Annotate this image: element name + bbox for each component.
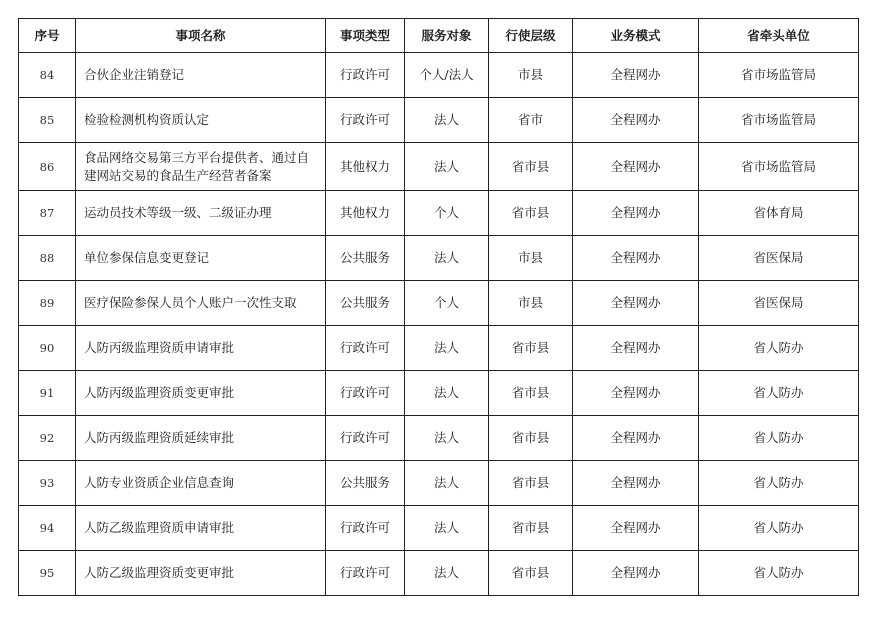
cell-exercise-level: 市县: [489, 236, 573, 281]
cell-serial-number: 91: [19, 371, 76, 416]
cell-lead-unit: 省人防办: [699, 506, 859, 551]
cell-service-target: 法人: [405, 326, 489, 371]
cell-exercise-level: 市县: [489, 53, 573, 98]
header-item-name: 事项名称: [76, 19, 326, 53]
cell-item-type: 行政许可: [326, 326, 405, 371]
cell-business-mode: 全程网办: [573, 191, 699, 236]
table-row: [19, 416, 859, 461]
cell-item-type: 公共服务: [326, 461, 405, 506]
cell-serial-number: 88: [19, 236, 76, 281]
table-row: [19, 506, 859, 551]
cell-serial-number: 95: [19, 551, 76, 596]
cell-item-name: 食品网络交易第三方平台提供者、通过自建网站交易的食品生产经营者备案: [76, 143, 326, 191]
cell-serial-number: 86: [19, 143, 76, 191]
table-row: [19, 551, 859, 596]
cell-item-name: 合伙企业注销登记: [76, 53, 326, 98]
cell-service-target: 法人: [405, 236, 489, 281]
cell-item-name: 人防乙级监理资质变更审批: [76, 551, 326, 596]
header-business-mode: 业务模式: [573, 19, 699, 53]
cell-exercise-level: 省市县: [489, 143, 573, 191]
cell-item-name: 检验检测机构资质认定: [76, 98, 326, 143]
cell-business-mode: 全程网办: [573, 506, 699, 551]
cell-service-target: 法人: [405, 98, 489, 143]
cell-exercise-level: 省市县: [489, 506, 573, 551]
cell-serial-number: 90: [19, 326, 76, 371]
cell-service-target: 法人: [405, 143, 489, 191]
table-header-row: [19, 19, 859, 53]
header-exercise-level: 行使层级: [489, 19, 573, 53]
cell-item-type: 行政许可: [326, 98, 405, 143]
cell-exercise-level: 省市县: [489, 326, 573, 371]
cell-serial-number: 93: [19, 461, 76, 506]
cell-item-type: 行政许可: [326, 506, 405, 551]
cell-item-type: 公共服务: [326, 281, 405, 326]
cell-business-mode: 全程网办: [573, 461, 699, 506]
cell-business-mode: 全程网办: [573, 236, 699, 281]
table-row: [19, 461, 859, 506]
cell-lead-unit: 省医保局: [699, 281, 859, 326]
header-serial-number: 序号: [19, 19, 76, 53]
table-row: [19, 281, 859, 326]
cell-lead-unit: 省人防办: [699, 551, 859, 596]
cell-exercise-level: 省市县: [489, 416, 573, 461]
cell-item-type: 行政许可: [326, 53, 405, 98]
cell-exercise-level: 省市县: [489, 191, 573, 236]
cell-item-name: 医疗保险参保人员个人账户一次性支取: [76, 281, 326, 326]
cell-service-target: 个人: [405, 281, 489, 326]
cell-service-target: 法人: [405, 506, 489, 551]
cell-item-name: 人防专业资质企业信息查询: [76, 461, 326, 506]
cell-item-type: 其他权力: [326, 143, 405, 191]
cell-serial-number: 87: [19, 191, 76, 236]
cell-item-type: 行政许可: [326, 371, 405, 416]
cell-lead-unit: 省人防办: [699, 461, 859, 506]
cell-service-target: 个人: [405, 191, 489, 236]
table-row: [19, 236, 859, 281]
cell-service-target: 法人: [405, 416, 489, 461]
cell-business-mode: 全程网办: [573, 416, 699, 461]
header-service-target: 服务对象: [405, 19, 489, 53]
cell-service-target: 法人: [405, 461, 489, 506]
cell-lead-unit: 省市场监管局: [699, 143, 859, 191]
header-item-type: 事项类型: [326, 19, 405, 53]
cell-business-mode: 全程网办: [573, 53, 699, 98]
cell-exercise-level: 省市县: [489, 551, 573, 596]
cell-business-mode: 全程网办: [573, 326, 699, 371]
cell-lead-unit: 省市场监管局: [699, 98, 859, 143]
cell-service-target: 法人: [405, 551, 489, 596]
table-row: [19, 143, 859, 191]
table-row: [19, 53, 859, 98]
cell-business-mode: 全程网办: [573, 98, 699, 143]
cell-lead-unit: 省人防办: [699, 416, 859, 461]
cell-exercise-level: 市县: [489, 281, 573, 326]
cell-lead-unit: 省医保局: [699, 236, 859, 281]
cell-serial-number: 94: [19, 506, 76, 551]
cell-business-mode: 全程网办: [573, 551, 699, 596]
cell-serial-number: 85: [19, 98, 76, 143]
cell-lead-unit: 省人防办: [699, 326, 859, 371]
cell-exercise-level: 省市县: [489, 461, 573, 506]
table-row: [19, 98, 859, 143]
cell-business-mode: 全程网办: [573, 371, 699, 416]
cell-business-mode: 全程网办: [573, 281, 699, 326]
cell-item-name: 人防丙级监理资质申请审批: [76, 326, 326, 371]
table-row: [19, 191, 859, 236]
cell-item-name: 人防丙级监理资质变更审批: [76, 371, 326, 416]
cell-item-name: 人防乙级监理资质申请审批: [76, 506, 326, 551]
cell-item-type: 行政许可: [326, 551, 405, 596]
cell-service-target: 个人/法人: [405, 53, 489, 98]
cell-lead-unit: 省体育局: [699, 191, 859, 236]
cell-serial-number: 92: [19, 416, 76, 461]
table-row: [19, 371, 859, 416]
cell-exercise-level: 省市: [489, 98, 573, 143]
cell-item-name: 单位参保信息变更登记: [76, 236, 326, 281]
service-items-table: [18, 18, 859, 596]
table-row: [19, 326, 859, 371]
cell-exercise-level: 省市县: [489, 371, 573, 416]
cell-serial-number: 89: [19, 281, 76, 326]
cell-business-mode: 全程网办: [573, 143, 699, 191]
cell-serial-number: 84: [19, 53, 76, 98]
header-lead-unit: 省牵头单位: [699, 19, 859, 53]
service-items-table-container: [18, 18, 858, 596]
cell-item-name: 运动员技术等级一级、二级证办理: [76, 191, 326, 236]
cell-lead-unit: 省市场监管局: [699, 53, 859, 98]
cell-item-type: 其他权力: [326, 191, 405, 236]
cell-service-target: 法人: [405, 371, 489, 416]
cell-item-type: 行政许可: [326, 416, 405, 461]
cell-item-name: 人防丙级监理资质延续审批: [76, 416, 326, 461]
cell-lead-unit: 省人防办: [699, 371, 859, 416]
cell-item-type: 公共服务: [326, 236, 405, 281]
